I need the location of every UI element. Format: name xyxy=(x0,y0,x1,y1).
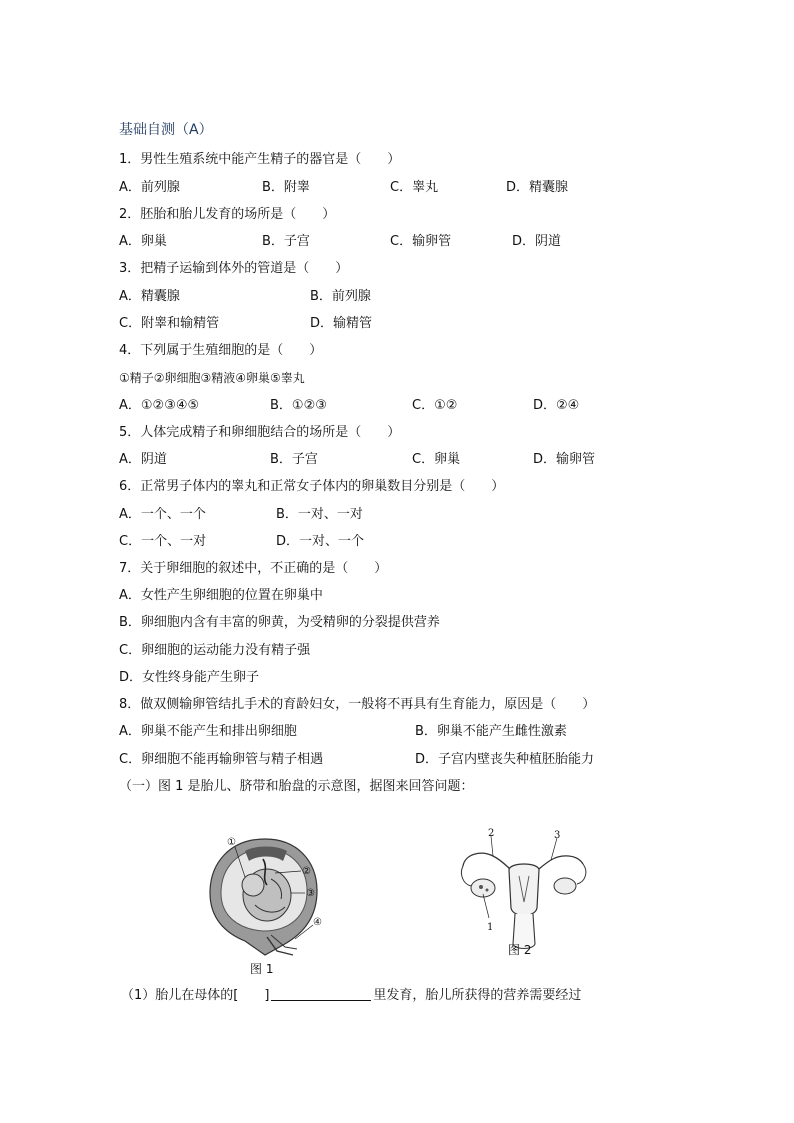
q6-option-d: D．一对、一个 xyxy=(276,534,365,549)
q5-option-b: B．子宫 xyxy=(270,452,318,467)
fig1-label-2: ② xyxy=(302,866,311,877)
part1-q1-blank xyxy=(271,986,371,1001)
part1-intro: （一）图 1 是胎儿、脐带和胎盘的示意图，据图来回答问题： xyxy=(119,779,474,794)
fig1-label-4: ④ xyxy=(313,917,322,928)
q2-option-d: D．阴道 xyxy=(512,234,562,249)
q2-option-a: A．卵巢 xyxy=(119,234,167,249)
q2-option-c: C．输卵管 xyxy=(390,234,452,249)
q8-option-b: B．卵巢不能产生雌性激素 xyxy=(415,724,567,739)
question-2-stem: 2．胚胎和胎儿发育的场所是（ ） xyxy=(119,207,336,222)
fig1-label-3: ③ xyxy=(306,888,315,899)
part1-q1-line xyxy=(121,986,581,1005)
q1-option-a: A．前列腺 xyxy=(119,180,180,195)
fig1-label-1: ① xyxy=(227,837,236,848)
q1-option-d: D．精囊腺 xyxy=(506,180,569,195)
q5-option-c: C．卵巢 xyxy=(412,452,461,467)
figure-1-caption: 图 1 xyxy=(250,962,274,976)
part1-q1-post: 里发育，胎儿所获得的营养需要经过 xyxy=(373,988,582,1003)
figure-2-caption: 图 2 xyxy=(508,943,532,957)
q8-option-c: C．卵细胞不能再输卵管与精子相遇 xyxy=(119,752,324,767)
q3-option-a: A．精囊腺 xyxy=(119,289,180,304)
question-5-stem: 5．人体完成精子和卵细胞结合的场所是（ ） xyxy=(119,425,401,440)
q7-option-b: B．卵细胞内含有丰富的卵黄，为受精卵的分裂提供营养 xyxy=(119,615,440,630)
q4-sub-list: ①精子②卵细胞③精液④卵巢⑤睾丸 xyxy=(119,371,305,385)
question-3-stem: 3．把精子运输到体外的管道是（ ） xyxy=(119,261,349,276)
q3-option-c: C．附睾和输精管 xyxy=(119,316,220,331)
q4-option-b: B．①②③ xyxy=(270,398,327,413)
fig2-label-3: 3 xyxy=(554,830,561,841)
section-title: 基础自测（A） xyxy=(119,122,213,138)
part1-q1-pre: （1）胎儿在母体的[ ] xyxy=(121,988,270,1003)
figure-2-reproductive-diagram xyxy=(453,826,593,956)
fig2-label-1: 1 xyxy=(487,922,494,933)
figure-1-fetus-diagram xyxy=(205,833,325,958)
q4-option-a: A．①②③④⑤ xyxy=(119,398,200,413)
q1-option-b: B．附睾 xyxy=(262,180,310,195)
q4-option-d: D．②④ xyxy=(533,398,580,413)
question-7-stem: 7．关于卵细胞的叙述中，不正确的是（ ） xyxy=(119,561,388,576)
question-1-stem: 1．男性生殖系统中能产生精子的器官是（ ） xyxy=(119,152,401,167)
q7-option-a: A．女性产生卵细胞的位置在卵巢中 xyxy=(119,588,323,603)
question-6-stem: 6．正常男子体内的睾丸和正常女子体内的卵巢数目分别是（ ） xyxy=(119,479,505,494)
q5-option-a: A．阴道 xyxy=(119,452,167,467)
q3-option-b: B．前列腺 xyxy=(310,289,371,304)
fig2-label-2: 2 xyxy=(488,828,495,839)
q2-option-b: B．子宫 xyxy=(262,234,310,249)
q8-option-d: D．子宫内壁丧失种植胚胎能力 xyxy=(415,752,595,767)
question-8-stem: 8．做双侧输卵管结扎手术的育龄妇女，一般将不再具有生育能力，原因是（ ） xyxy=(119,697,596,712)
q1-option-c: C．睾丸 xyxy=(390,180,439,195)
q6-option-b: B．一对、一对 xyxy=(276,507,363,522)
q3-option-d: D．输精管 xyxy=(310,316,373,331)
q6-option-c: C．一个、一对 xyxy=(119,534,207,549)
q8-option-a: A．卵巢不能产生和排出卵细胞 xyxy=(119,724,297,739)
q7-option-d: D．女性终身能产生卵子 xyxy=(119,670,260,685)
q6-option-a: A．一个、一个 xyxy=(119,507,206,522)
q4-option-c: C．①② xyxy=(412,398,458,413)
q7-option-c: C．卵细胞的运动能力没有精子强 xyxy=(119,643,311,658)
q5-option-d: D．输卵管 xyxy=(533,452,596,467)
question-4-stem: 4．下列属于生殖细胞的是（ ） xyxy=(119,343,323,358)
